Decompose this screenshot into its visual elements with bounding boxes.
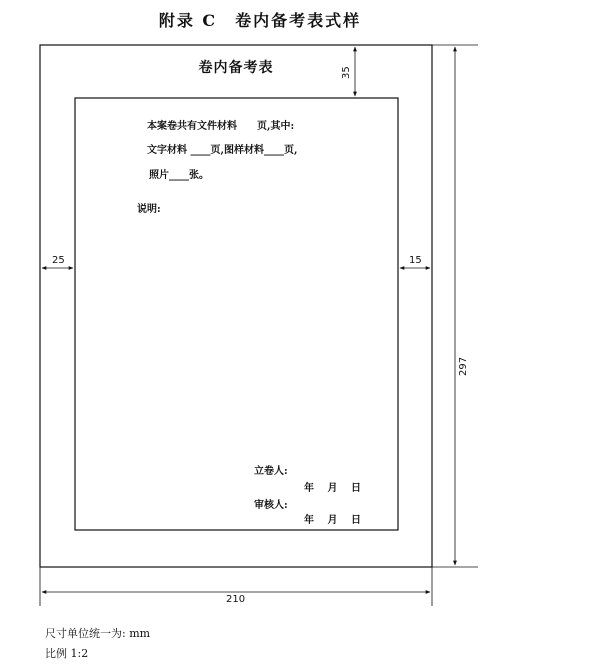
page-title: 附录 C 卷内备考表式样 <box>158 11 362 30</box>
dim-label-left: 25 <box>52 255 65 266</box>
form-line-total-pages: 本案卷共有文件材料 页,其中: <box>147 121 295 132</box>
form-line-photos: 照片____张。 <box>149 170 209 181</box>
form-heading: 卷内备考表 <box>198 60 274 76</box>
unit-note: 尺寸单位统一为: mm <box>45 627 151 640</box>
dim-label-width: 210 <box>226 594 246 605</box>
reviewer-date: 年 月 日 <box>304 515 361 526</box>
filer-label: 立卷人: <box>254 466 288 477</box>
reviewer-label: 审核人: <box>254 500 288 511</box>
dim-label-height: 297 <box>458 356 469 376</box>
inner-table-frame <box>75 98 398 530</box>
filer-date: 年 月 日 <box>304 483 361 494</box>
scale-note: 比例 1:2 <box>45 647 89 660</box>
dim-label-top: 35 <box>341 66 352 79</box>
form-note-label: 说明: <box>137 204 161 215</box>
dim-label-right: 15 <box>409 255 422 266</box>
form-line-text-drawing-pages: 文字材料 ____页,图样材料____页, <box>147 145 298 156</box>
